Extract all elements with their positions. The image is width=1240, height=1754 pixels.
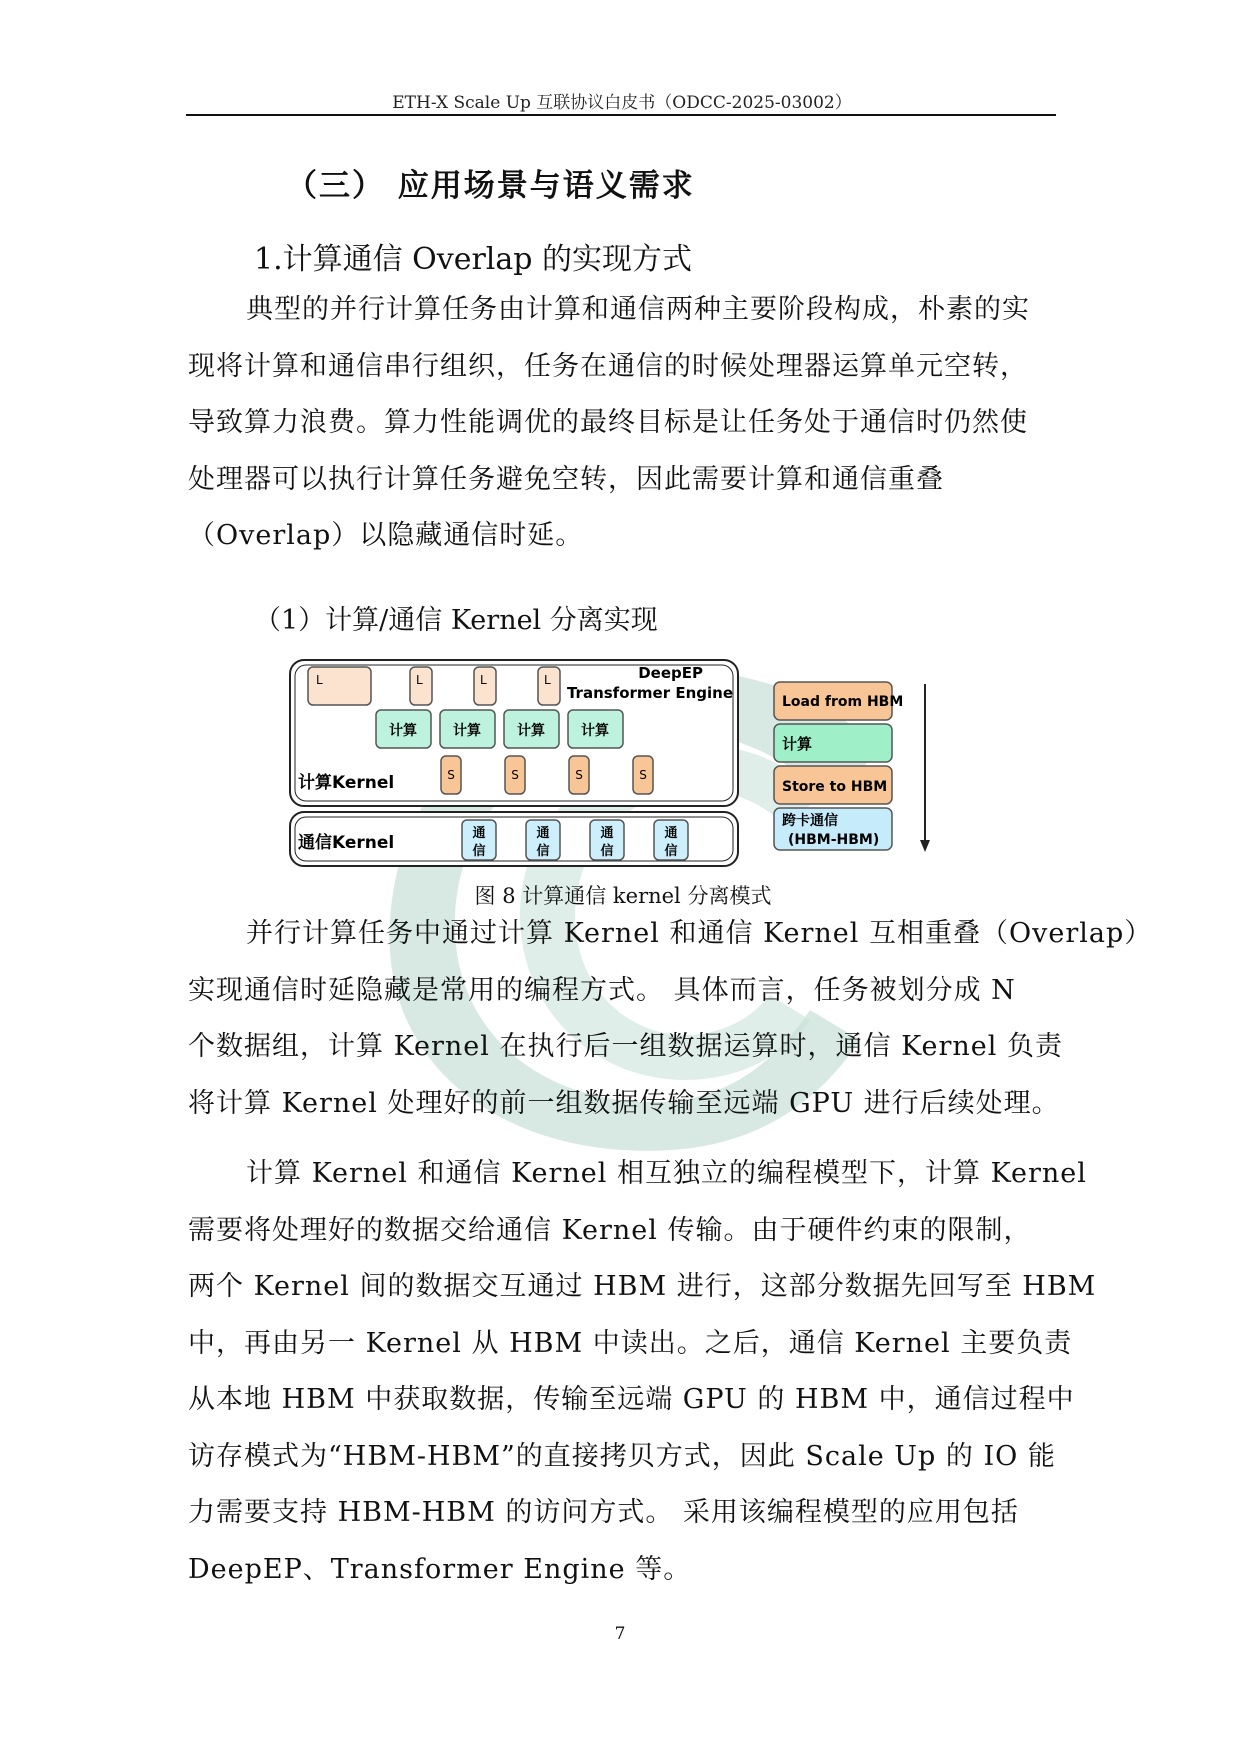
comm-block-label: 信 bbox=[472, 844, 486, 859]
load-block-label: L bbox=[480, 673, 487, 687]
paragraph-line: DeepEP、Transformer Engine 等。 bbox=[188, 1553, 692, 1585]
section-title: （三） 应用场景与语义需求 bbox=[286, 168, 695, 204]
store-block-label: S bbox=[639, 768, 647, 782]
load-block-label: L bbox=[316, 673, 323, 687]
kernel-separation-diagram bbox=[288, 658, 958, 868]
compute-block-label: 计算 bbox=[453, 723, 481, 739]
legend-store-label: Store to HBM bbox=[782, 779, 888, 795]
paragraph-line: 从本地 HBM 中获取数据，传输至远端 GPU 的 HBM 中，通信过程中 bbox=[188, 1384, 1075, 1415]
paragraph-line: 力需要支持 HBM-HBM 的访问方式。 采用该编程模型的应用包括 bbox=[188, 1497, 1019, 1528]
paragraph-line: 将计算 Kernel 处理好的前一组数据传输至远端 GPU 进行后续处理。 bbox=[188, 1087, 1060, 1119]
paragraph-line: （Overlap）以隐藏通信时延。 bbox=[188, 520, 584, 551]
paragraph-line: 现将计算和通信串行组织，任务在通信的时候处理器运算单元空转， bbox=[188, 350, 1028, 382]
comm-block-label: 通 bbox=[664, 826, 678, 841]
legend-comm-sublabel: (HBM-HBM) bbox=[788, 832, 880, 848]
paragraph-line: 并行计算任务中通过计算 Kernel 和通信 Kernel 互相重叠（Overlap） bbox=[246, 918, 1153, 949]
paragraph-line: 计算 Kernel 和通信 Kernel 相互独立的编程模型下，计算 Kernel bbox=[246, 1158, 1087, 1189]
header-rule bbox=[186, 114, 1056, 116]
compute-block-label: 计算 bbox=[581, 723, 609, 739]
load-block-label: L bbox=[416, 673, 423, 687]
legend-comm-label: 跨卡通信 bbox=[782, 813, 838, 829]
store-block-label: S bbox=[447, 768, 455, 782]
paragraph-line: 实现通信时延隐藏是常用的编程方式。 具体而言，任务被划分成 N bbox=[188, 974, 1016, 1006]
compute-block-label: 计算 bbox=[389, 723, 417, 739]
page-number: 7 bbox=[614, 1624, 626, 1644]
comm-block-label: 信 bbox=[536, 844, 550, 859]
comm-block-label: 通 bbox=[472, 826, 486, 841]
legend-compute-label: 计算 bbox=[782, 735, 813, 753]
comm-block-label: 通 bbox=[600, 826, 614, 841]
paragraph-overlap bbox=[188, 906, 1153, 1132]
paragraph-line: 两个 Kernel 间的数据交互通过 HBM 进行，这部分数据先回写至 HBM bbox=[188, 1271, 1097, 1302]
compute-kernel-label: 计算Kernel bbox=[298, 773, 395, 793]
comm-block-label: 信 bbox=[664, 844, 678, 859]
paragraph-hbm bbox=[188, 1146, 1097, 1598]
compute-block-label: 计算 bbox=[517, 723, 545, 739]
paragraph-line: 处理器可以执行计算任务避免空转，因此需要计算和通信重叠 bbox=[188, 463, 944, 495]
comm-block-label: 通 bbox=[536, 826, 550, 841]
store-block-label: S bbox=[511, 768, 519, 782]
paragraph-line: 个数据组，计算 Kernel 在执行后一组数据运算时，通信 Kernel 负责 bbox=[188, 1031, 1063, 1062]
running-header: ETH-X Scale Up 互联协议白皮书（ODCC-2025-03002） bbox=[392, 93, 852, 113]
comm-kernel-label: 通信Kernel bbox=[298, 833, 395, 853]
figure-caption: 图 8 计算通信 kernel 分离模式 bbox=[474, 884, 772, 908]
legend-load-label: Load from HBM bbox=[782, 694, 904, 710]
paragraph-line: 导致算力浪费。算力性能调优的最终目标是让任务处于通信时仍然使 bbox=[188, 407, 1028, 438]
load-block-label: L bbox=[544, 673, 551, 687]
engine-label-transformer: Transformer Engine bbox=[566, 684, 733, 702]
paragraph-line: 中，再由另一 Kernel 从 HBM 中读出。之后，通信 Kernel 主要负责 bbox=[188, 1327, 1073, 1359]
comm-block-label: 信 bbox=[600, 844, 614, 859]
paragraph-intro bbox=[188, 282, 1058, 565]
subsection-title: 1.计算通信 Overlap 的实现方式 bbox=[254, 242, 693, 277]
paragraph-line: 访存模式为“HBM-HBM”的直接拷贝方式，因此 Scale Up 的 IO 能 bbox=[188, 1440, 1056, 1472]
arrow-head bbox=[920, 840, 930, 852]
figure-legend bbox=[774, 682, 903, 850]
item-title: （1）计算/通信 Kernel 分离实现 bbox=[254, 605, 658, 636]
paragraph-line: 需要将处理好的数据交给通信 Kernel 传输。由于硬件约束的限制， bbox=[188, 1214, 1032, 1246]
store-block-label: S bbox=[575, 768, 583, 782]
engine-label-deepep: DeepEP bbox=[638, 664, 703, 682]
paragraph-line: 典型的并行计算任务由计算和通信两种主要阶段构成，朴素的实 bbox=[246, 294, 1030, 325]
